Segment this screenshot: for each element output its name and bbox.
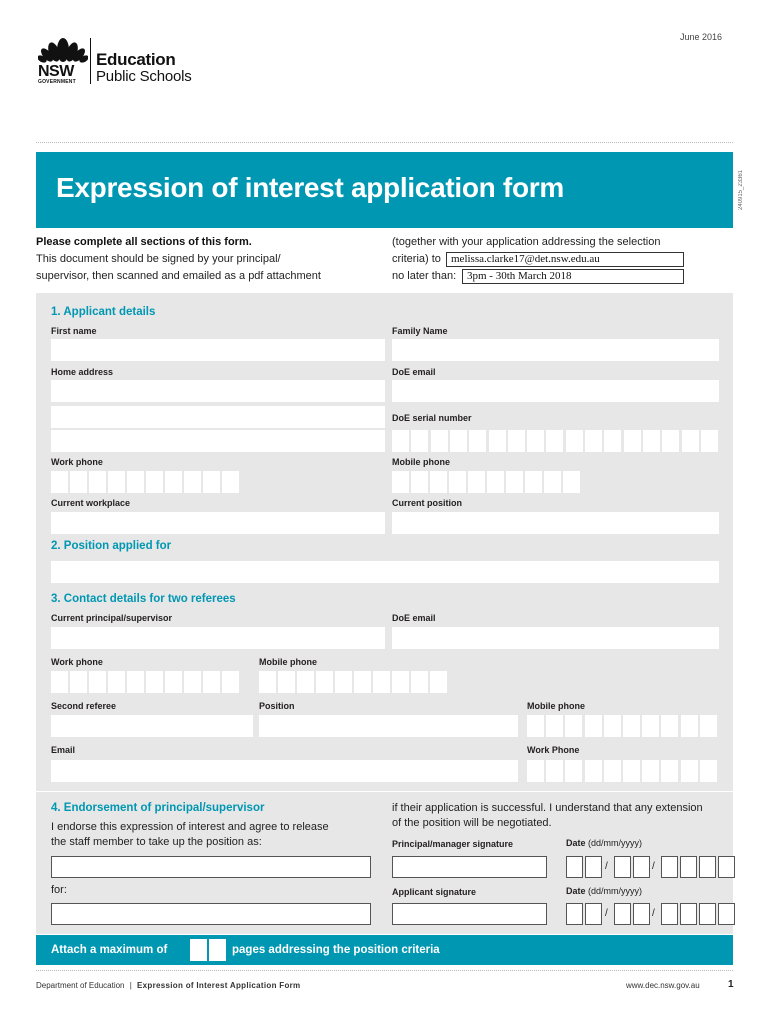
mobile-phone-digit-cell[interactable]	[392, 471, 409, 493]
current-position-field[interactable]	[392, 512, 719, 534]
endorsement-right-line: of the position will be negotiated.	[392, 817, 552, 829]
serial-digit-cell[interactable]	[701, 430, 718, 452]
date-digit-cell[interactable]	[566, 903, 583, 925]
referee-work-phone-digit-cell[interactable]	[165, 671, 182, 693]
second-referee-label: Second referee	[51, 701, 117, 711]
first-name-label: First name	[51, 326, 97, 336]
referee-mobile-digit-cell[interactable]	[259, 671, 276, 693]
work-phone-digit-cell[interactable]	[165, 471, 182, 493]
document-date: June 2016	[680, 32, 723, 42]
second-referee-work-phone-label: Work Phone	[527, 745, 580, 755]
serial-digit-cell[interactable]	[508, 430, 525, 452]
date-digit-cell[interactable]	[566, 856, 583, 878]
date-digit-cell[interactable]	[633, 903, 650, 925]
date-separator: /	[652, 861, 655, 872]
endorsement-right-line: if their application is successful. I understand that any extension	[392, 802, 703, 814]
submission-email-field[interactable]: melissa.clarke17@det.nsw.edu.au	[446, 252, 684, 267]
serial-digit-cell[interactable]	[469, 430, 486, 452]
principal-signature-label: Principal/manager signature	[392, 839, 514, 849]
deadline-field[interactable]: 3pm - 30th March 2018	[462, 269, 684, 284]
referee-doe-email-field[interactable]	[392, 627, 719, 649]
date-label-text: Date	[566, 838, 586, 848]
second-referee-work-digit-cell[interactable]	[565, 760, 582, 782]
referee-work-phone-digit-cell[interactable]	[146, 671, 163, 693]
intro-right-line: criteria) to	[392, 253, 441, 265]
endorsement-text-line: the staff member to take up the position as:	[51, 836, 262, 848]
serial-digit-cell[interactable]	[624, 430, 641, 452]
page-number: 1	[728, 979, 734, 990]
serial-digit-cell[interactable]	[662, 430, 679, 452]
mobile-phone-digit-cell[interactable]	[430, 471, 447, 493]
family-name-field[interactable]	[392, 339, 719, 361]
work-phone-digit-cell[interactable]	[108, 471, 125, 493]
doe-email-field[interactable]	[392, 380, 719, 402]
logo-public-schools-text: Public Schools	[96, 68, 192, 85]
date-digit-cell[interactable]	[633, 856, 650, 878]
second-referee-work-digit-cell[interactable]	[623, 760, 640, 782]
current-workplace-field[interactable]	[51, 512, 385, 534]
second-referee-mobile-digit-cell[interactable]	[565, 715, 582, 737]
referee-work-phone-digit-cell[interactable]	[108, 671, 125, 693]
referee-mobile-digit-cell[interactable]	[411, 671, 428, 693]
second-referee-work-digit-cell[interactable]	[681, 760, 698, 782]
home-address-label: Home address	[51, 367, 114, 377]
referee-mobile-digit-cell[interactable]	[354, 671, 371, 693]
referee-doe-email-label: DoE email	[392, 613, 436, 623]
section-referees-title: 3. Contact details for two referees	[51, 593, 236, 605]
applicant-signature-field[interactable]	[392, 903, 547, 925]
footer-url: www.dec.nsw.gov.au	[626, 981, 700, 990]
referee-work-phone-digit-cell[interactable]	[184, 671, 201, 693]
second-referee-position-field[interactable]	[259, 715, 518, 737]
current-position-label: Current position	[392, 498, 462, 508]
serial-digit-cell[interactable]	[566, 430, 583, 452]
document-code: 240915_23361	[738, 169, 744, 210]
section-position-title: 2. Position applied for	[51, 540, 172, 552]
referee-work-phone-digit-cell[interactable]	[70, 671, 87, 693]
current-principal-label: Current principal/supervisor	[51, 613, 173, 623]
second-referee-work-digit-cell[interactable]	[585, 760, 602, 782]
applicant-signature-label: Applicant signature	[392, 887, 477, 897]
second-referee-work-digit-cell[interactable]	[700, 760, 717, 782]
second-referee-work-digit-cell[interactable]	[604, 760, 621, 782]
referee-work-phone-label: Work phone	[51, 657, 103, 667]
serial-digit-cell[interactable]	[392, 430, 409, 452]
attach-pages-digit[interactable]	[190, 939, 207, 961]
family-name-label: Family Name	[392, 326, 448, 336]
referee-mobile-digit-cell[interactable]	[392, 671, 409, 693]
serial-digit-cell[interactable]	[585, 430, 602, 452]
referee-mobile-digit-cell[interactable]	[430, 671, 447, 693]
footer-department: Department of Education	[36, 981, 125, 990]
serial-digit-cell[interactable]	[411, 430, 428, 452]
second-referee-mobile-label: Mobile phone	[527, 701, 585, 711]
referee-mobile-phone-label: Mobile phone	[259, 657, 317, 667]
position-applied-field[interactable]	[51, 561, 719, 583]
for-label: for:	[51, 884, 67, 896]
date-digit-cell[interactable]	[699, 903, 716, 925]
section-endorsement-title: 4. Endorsement of principal/supervisor	[51, 802, 265, 814]
mobile-phone-digit-cell[interactable]	[525, 471, 542, 493]
second-referee-mobile-digit-cell[interactable]	[527, 715, 544, 737]
second-referee-mobile-digit-cell[interactable]	[700, 715, 717, 737]
second-referee-mobile-digit-cell[interactable]	[681, 715, 698, 737]
date-digit-cell[interactable]	[699, 856, 716, 878]
endorsement-text-line: I endorse this expression of interest and agree to release	[51, 821, 329, 833]
work-phone-digit-cell[interactable]	[127, 471, 144, 493]
home-address-field-line3[interactable]	[51, 430, 385, 452]
date-digit-cell[interactable]	[585, 856, 602, 878]
second-referee-mobile-digit-cell[interactable]	[623, 715, 640, 737]
date-digit-cell[interactable]	[661, 903, 678, 925]
intro-instruction: Please complete all sections of this form.	[36, 236, 252, 248]
mobile-phone-digit-cell[interactable]	[411, 471, 428, 493]
serial-digit-cell[interactable]	[450, 430, 467, 452]
mobile-phone-digit-cell[interactable]	[563, 471, 580, 493]
referee-mobile-digit-cell[interactable]	[297, 671, 314, 693]
doe-email-label: DoE email	[392, 367, 436, 377]
date-separator: /	[652, 908, 655, 919]
applicant-date-label	[566, 886, 642, 896]
serial-digit-cell[interactable]	[682, 430, 699, 452]
intro-text-line: supervisor, then scanned and emailed as a pdf attachment	[36, 270, 321, 282]
second-referee-mobile-digit-cell[interactable]	[661, 715, 678, 737]
date-digit-cell[interactable]	[585, 903, 602, 925]
first-name-field[interactable]	[51, 339, 385, 361]
date-digit-cell[interactable]	[718, 903, 735, 925]
referee-mobile-digit-cell[interactable]	[373, 671, 390, 693]
home-address-field[interactable]	[51, 380, 385, 402]
footer-divider	[36, 970, 733, 971]
second-referee-mobile-digit-cell[interactable]	[604, 715, 621, 737]
second-referee-field[interactable]	[51, 715, 253, 737]
second-referee-mobile-digit-cell[interactable]	[642, 715, 659, 737]
endorsed-position-field[interactable]	[51, 856, 371, 878]
intro-right-line: no later than:	[392, 270, 457, 282]
serial-digit-cell[interactable]	[546, 430, 563, 452]
date-separator: /	[605, 908, 608, 919]
second-referee-work-digit-cell[interactable]	[642, 760, 659, 782]
serial-digit-cell[interactable]	[489, 430, 506, 452]
work-phone-digit-cell[interactable]	[146, 471, 163, 493]
footer-form-name: Expression of Interest Application Form	[137, 981, 301, 990]
current-principal-field[interactable]	[51, 627, 385, 649]
second-referee-work-digit-cell[interactable]	[661, 760, 678, 782]
waratah-logo-icon	[38, 34, 88, 64]
referee-work-phone-digit-cell[interactable]	[222, 671, 239, 693]
logo-education-text: Education	[96, 50, 176, 69]
intro-right-line: (together with your application addressing the selection	[392, 236, 661, 248]
date-digit-cell[interactable]	[718, 856, 735, 878]
referee-mobile-digit-cell[interactable]	[278, 671, 295, 693]
referee-mobile-digit-cell[interactable]	[316, 671, 333, 693]
date-digit-cell[interactable]	[680, 903, 697, 925]
footer-left	[36, 981, 300, 990]
doe-serial-label: DoE serial number	[392, 413, 472, 423]
footer-separator: |	[129, 981, 132, 990]
work-phone-digit-cell[interactable]	[51, 471, 68, 493]
home-address-field-line2[interactable]	[51, 406, 385, 428]
referee-work-phone-digit-cell[interactable]	[127, 671, 144, 693]
page-title: Expression of interest application form	[56, 172, 564, 203]
referee-work-phone-digit-cell[interactable]	[51, 671, 68, 693]
section-applicant-details-title: 1. Applicant details	[51, 306, 156, 318]
serial-digit-cell[interactable]	[604, 430, 621, 452]
principal-date-label	[566, 838, 642, 848]
intro-text-line: This document should be signed by your principal/	[36, 253, 281, 265]
work-phone-digit-cell[interactable]	[184, 471, 201, 493]
attach-suffix-text: pages addressing the position criteria	[232, 944, 440, 956]
date-digit-cell[interactable]	[614, 856, 631, 878]
mobile-phone-label: Mobile phone	[392, 457, 450, 467]
date-separator: /	[605, 861, 608, 872]
mobile-phone-digit-cell[interactable]	[449, 471, 466, 493]
attach-pages-digit[interactable]	[209, 939, 226, 961]
date-format-text: (dd/mm/yyyy)	[588, 838, 643, 848]
logo-divider	[90, 38, 91, 84]
date-digit-cell[interactable]	[680, 856, 697, 878]
second-referee-work-digit-cell[interactable]	[527, 760, 544, 782]
referee-mobile-digit-cell[interactable]	[335, 671, 352, 693]
referee-work-phone-digit-cell[interactable]	[203, 671, 220, 693]
second-referee-mobile-digit-cell[interactable]	[546, 715, 563, 737]
serial-digit-cell[interactable]	[643, 430, 660, 452]
endorsed-for-field[interactable]	[51, 903, 371, 925]
work-phone-digit-cell[interactable]	[70, 471, 87, 493]
mobile-phone-digit-cell[interactable]	[544, 471, 561, 493]
mobile-phone-digit-cell[interactable]	[506, 471, 523, 493]
logo-government-text: GOVERNMENT	[38, 79, 76, 85]
principal-signature-field[interactable]	[392, 856, 547, 878]
second-referee-email-field[interactable]	[51, 760, 518, 782]
date-format-text: (dd/mm/yyyy)	[588, 886, 643, 896]
date-label-text: Date	[566, 886, 586, 896]
serial-digit-cell[interactable]	[527, 430, 544, 452]
referee-work-phone-digit-cell[interactable]	[89, 671, 106, 693]
second-referee-mobile-digit-cell[interactable]	[585, 715, 602, 737]
second-referee-position-label: Position	[259, 701, 295, 711]
logo-nsw-text: NSW	[38, 63, 74, 80]
second-referee-work-digit-cell[interactable]	[546, 760, 563, 782]
attach-prefix-text: Attach a maximum of	[51, 944, 168, 956]
work-phone-digit-cell[interactable]	[89, 471, 106, 493]
header-divider	[36, 142, 733, 143]
work-phone-label: Work phone	[51, 457, 103, 467]
work-phone-digit-cell[interactable]	[203, 471, 220, 493]
work-phone-digit-cell[interactable]	[222, 471, 239, 493]
serial-digit-cell[interactable]	[431, 430, 448, 452]
mobile-phone-digit-cell[interactable]	[468, 471, 485, 493]
second-referee-email-label: Email	[51, 745, 76, 755]
mobile-phone-digit-cell[interactable]	[487, 471, 504, 493]
date-digit-cell[interactable]	[614, 903, 631, 925]
date-digit-cell[interactable]	[661, 856, 678, 878]
current-workplace-label: Current workplace	[51, 498, 131, 508]
